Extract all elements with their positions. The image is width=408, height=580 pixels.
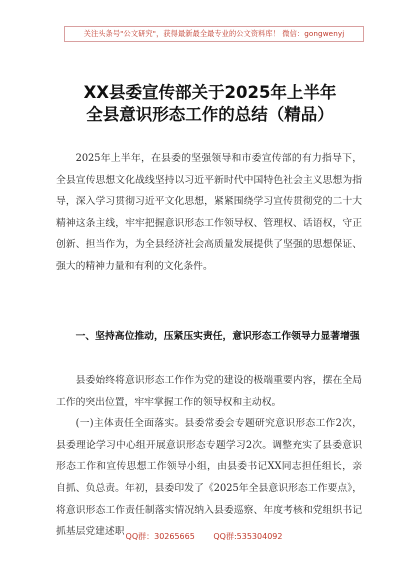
title-line-2: 全县意识形态工作的总结（精品）	[86, 105, 334, 124]
document-title	[40, 82, 380, 126]
section-1-body	[56, 370, 362, 543]
section-1-paragraph-2: (一)主体责任全面落实。县委常委会专题研究意识形态工作2次，县委理论学习中心组开展意识形态专题学习2次。调整充实了县委意识形态工作和宣传思想工作领导小组，由县委书记XX同志担任组长，亲自抓、负总责。年初，县委印发了《2025年全县意识形态工作要点》，将意识形态工作责任制落实情况纳入县委巡察、年度考核和党组织书记抓基层党建述职	[56, 418, 362, 538]
title-line-1: XX县委宣传部关于2025年上半年	[83, 83, 337, 102]
footer-qq-group-1: QQ群：30265665	[125, 532, 195, 541]
section-1-paragraph-1: 县委始终将意识形态工作作为党的建设的极端重要内容，摆在全局工作的突出位置，牢牢掌握工作的领导权和主动权。	[56, 375, 362, 408]
footer-qq-group-2: QQ群:535304092	[213, 532, 283, 541]
header-banner: 关注头条号"公文研究"，获得最新最全最专业的公文资料库！ 微信：gongwenyj	[64, 26, 364, 42]
footer	[0, 531, 408, 542]
section-1-heading: 一、坚持高位推动，压紧压实责任，意识形态工作领导力显著增强	[75, 331, 360, 342]
intro-paragraph: 2025年上半年，在县委的坚强领导和市委宣传部的有力指导下，全县宣传思想文化战线坚持以习近平新时代中国特色社会主义思想为指导，深入学习贯彻习近平文化思想，紧紧围绕学习宣传贯彻党的二十大精神这条主线，牢牢把握意识形态工作领导权、管理权、话语权，守正创新、担当作为，为全县经济社会高质量发展提供了坚强的思想保证、强大的精神力量和有利的文化条件。	[56, 153, 362, 272]
intro-section	[56, 148, 362, 278]
